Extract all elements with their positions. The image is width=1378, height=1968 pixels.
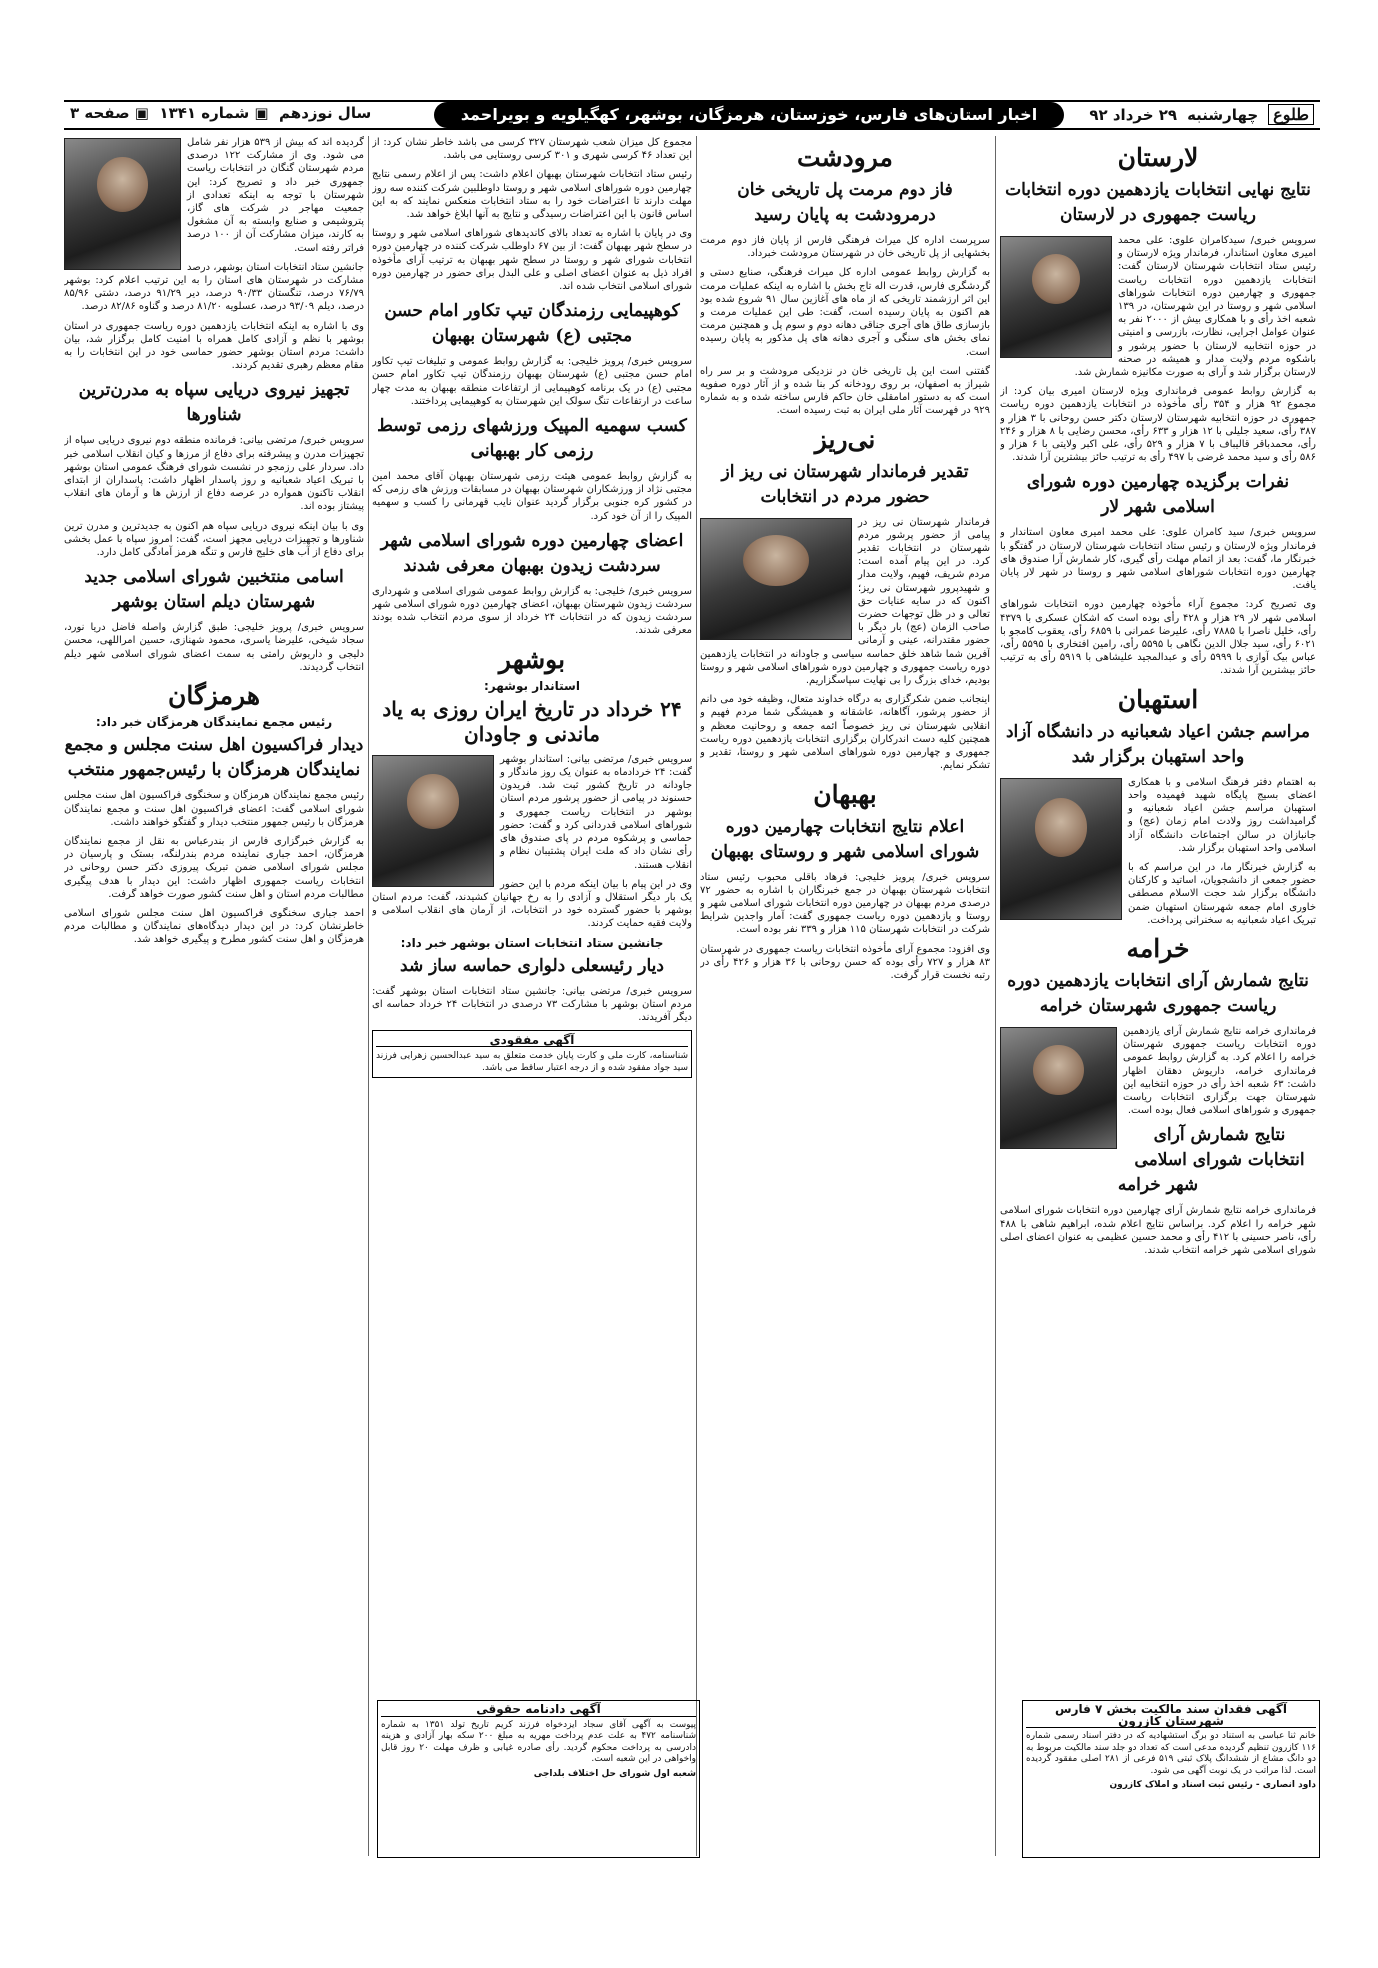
photo-kharameh-governor bbox=[1000, 1027, 1117, 1149]
photo-election-official bbox=[64, 138, 181, 270]
header-issue-info: سال نوزدهم ▣ شماره ۱۳۴۱ ▣ صفحه ۳ bbox=[70, 104, 372, 122]
ad-land-deed bbox=[1022, 1700, 1320, 1858]
section-title-larestan: لارستان bbox=[1117, 143, 1199, 172]
article-text: اینجانب ضمن شکرگزاری به درگاه خداوند متعال، وظیفه خود می دانم از حضور پرشور، آگاهانه، عاشقانه و همیشگی شما مردم فهیم و انقلابی شهرستان نی ریز خصوصاً ائمه جمعه و روحانیت معظم و همچنین کلیه دست اندرکاران برگزاری انتخابات یازدهمین دوره ریاست جمهوری و چهارمین دوره شوراهای اسلامی شهر و روستا، تقدیر و تشکر نمایم. bbox=[700, 694, 990, 772]
article-text: فرمانداری خرامه نتایج شمارش آرای یازدهمین دوره انتخابات ریاست جمهوری شهرستان خرامه را اعلام کرد. به گزارش روابط عمومی فرمانداری خرامه، داریوش دهقان اظهار داشت: ۶۳ شعبه اخذ رأی در حوزه انتخابیه این شهرستان جهت برگزاری انتخابات ریاست جمهوری و شوراهای اسلامی فعال بوده است. bbox=[1123, 1025, 1316, 1117]
header-year: سال نوزدهم bbox=[279, 104, 372, 122]
headline-behbahan-results: اعلام نتایج انتخابات چهارمین دوره شورای اسلامی شهر و روستای بهبهان bbox=[710, 816, 980, 862]
article-text: وی افزود: مجموع آرای مأخوذه انتخابات ریاست جمهوری در شهرستان ۸۳ هزار و ۷۲۷ رأی بوده که حسن روحانی با ۳۶ هزار و ۴۲۶ رأی در رتبه نخست قرار گرفت. bbox=[700, 943, 990, 981]
article-text: به گزارش خبرنگار ما، در این مراسم که با حضور جمعی از دانشجویان، اساتید و کارکنان دانشگاه برگزار شد حجت الاسلام مصطفی خاوری امام جمعه شهرستان استهبان ضمن تبریک اعیاد شعبانیه به سخنرانی پرداخت. bbox=[1128, 861, 1316, 926]
article-text: به گزارش روابط عمومی اداره کل میراث فرهنگی، صنایع دستی و گردشگری فارس، قدرت اله تاج بخش با اشاره به اینکه عملیات مرمت این اثر ارزشمند تاریخی که از ماه های آغازین سال ۹۱ شروع شده بود هم اکنون به پایان رسیده است، گفت: طی این عملیات مرمت و بازسازی طاق های آجری جناقی دهانه دوم و سوم پل و همچنین مرمت نمای بخش های سنگی و آجری دهانه های پل مذکور به پایان رسیده است. bbox=[700, 267, 990, 358]
article-text: رئیس ستاد انتخابات شهرستان بهبهان اعلام داشت: پس از اعلام رسمی نتایج چهارمین دوره شوراهای اسلامی شهر و روستا داوطلبین شرکت کننده سه روز مهلت دارند تا اعتراضات خود را به ستاد انتخابات منعکس نمایند که به این اساس قانون با این اعتراضات رسیدگی و نتایج به آنها ابلاغ خواهد شد. bbox=[372, 169, 692, 221]
article-text: گردیده اند که بیش از ۵۳۹ هزار نفر شامل می شود. وی از مشارکت ۱۲۲ درصدی مردم شهرستان گنگان در انتخابات ریاست جمهوری خبر داد و تصریح کرد: این شهرستان با توجه به اینکه تعدادی از جمعیت مهاجر در شرکت های گاز، پتروشیمی و صنایع وابسته به آن مشغول به کارند، میزان مشارکت آن از ۱۰۰ درصد فراتر رفته است. bbox=[187, 137, 364, 254]
ad-text: شناسنامه، کارت ملی و کارت پایان خدمت متعلق به سید عبدالحسین زهرایی فرزند سید جواد مفقود شده و از درجه اعتبار ساقط می باشد. bbox=[376, 1051, 688, 1074]
column-rule bbox=[995, 136, 996, 1856]
article-text: به اهتمام دفتر فرهنگ اسلامی و با همکاری اعضای بسیج پایگاه شهید فهمیده واحد استهبان مراسم جشن اعیاد شعبانیه و گرامیداشت روز ولادت امام زمان (عج) و جانبازان در سالن اجتماعات دانشگاه آزاد اسلامی واحد استهبان برگزار شد. bbox=[1128, 776, 1316, 854]
page-header bbox=[64, 100, 1320, 130]
ad-text: خانم ثنا عباسی به استناد دو برگ استشهادیه که در دفتر اسناد رسمی شماره ۱۱۶ کازرون تنظیم گردیده مدعی است که تعداد دو جلد سند مالکیت مربوط به دو دانگ مشاع از ششدانگ پلاک ثبتی ۵۱۹ فرعی از ۲۸۱ اصلی مفقود گردیده است. لذا مراتب در یک نوبت آگهی می شود. bbox=[1026, 1731, 1316, 1776]
header-dateline bbox=[1089, 104, 1314, 125]
column-rule bbox=[696, 136, 697, 1856]
photo-bushehr-governor bbox=[372, 755, 494, 887]
header-day: چهارشنبه bbox=[1187, 105, 1259, 124]
headline-sunni-faction-meeting: دیدار فراکسیون اهل سنت مجلس و مجمع نمایندگان هرمزگان با رئیس‌جمهور منتخب bbox=[64, 735, 364, 781]
headline-irgc-navy: تجهیز نیروی دریایی سپاه به مدرن‌ترین شناورها bbox=[78, 380, 350, 426]
article-text: وی با بیان اینکه نیروی دریایی سپاه هم اکنون به جدیدترین و مدرن ترین شناورها و تجهیزات دریایی مجهز است، گفت: امروز سپاه با عمل بخشی برای دفاع از آب های خلیج فارس و تنگه هرمز آمادگی کامل دارد. bbox=[64, 520, 364, 559]
article-text: رئیس مجمع نمایندگان هرمزگان و سخنگوی فراکسیون اهل سنت مجلس شورای اسلامی گفت: اعضای فراکسیون اهل سنت و مجمع نمایندگان هرمزگان با رئیس جمهور منتخب دیدار و گفتگو خواهند داشت. bbox=[64, 790, 364, 828]
section-title-neyriz: نی‌ریز bbox=[814, 424, 876, 454]
headline-kharameh-council: نتایج شمارش آرای انتخابات شورای اسلامی شهر خرامه bbox=[1117, 1125, 1305, 1196]
article-text: سرویس خبری/ مرتضی بیانی: فرمانده منطقه دوم نیروی دریایی سپاه از تجهیزات مدرن و پیشرفته برای دفاع از مرزها و کیان انقلاب اسلامی خبر داد. سردار علی رزمجو در نشست شورای فرهنگ عمومی استان بوشهر با تبریک اعیاد شعبانیه و روز پاسدار اظهار داشت: پاسداران از ابتدای انقلاب تاکنون همواره در عرصه دفاع از ارزش ها و آرمان های انقلاب پیشتاز بوده اند. bbox=[64, 435, 364, 513]
article-text: سرویس خبری/ سیدکامران علوی: علی محمد امیری معاون استاندار، فرماندار ویژه لارستان و رئیس ستاد انتخابات شهرستان لارستان گفت: انتخابات یازدهمین دوره انتخابات ریاست جمهوری و چهارمین دوره انتخابات شوراهای اسلامی شهر و روستا در این شهرستان، در ۱۳۹ شعبه اخذ رأی و با همکاری بیش از ۲۰۰۰ نفر به عنوان عوامل اجرایی، نظارت، بازرسی و امنیتی در حوزه انتخابیه لارستان با حضور پرشور و باشکوه مردم ولایت مدار و همیشه در صحنه لارستان برگزار شد و آرای به صورت مکانیزه شمارش شد. bbox=[1074, 235, 1316, 379]
section-title-hormozgan: هرمزگان bbox=[167, 681, 261, 711]
article-text: وی با اشاره به اینکه انتخابات یازدهمین دوره ریاست جمهوری در استان بوشهر با نظم و آزادی کامل همراه با امنیت کامل برگزار شد، بیان داشت: مردم استان بوشهر حضور حماسی خود در این انتخابات را به مقام معظم رهبری تقدیم کردند. bbox=[64, 320, 364, 372]
headline-bridge-restoration: فاز دوم مرمت پل تاریخی خان درمرودشت به پایان رسید bbox=[737, 180, 953, 225]
headline-neyriz-appreciation: تقدیر فرماندار شهرستان نی ریز از حضور مردم در انتخابات bbox=[721, 461, 969, 507]
article-text: احمد جباری سخنگوی فراکسیون اهل سنت مجلس شورای اسلامی خاطرنشان کرد: در این دیدار دیدگاه‌های نمایندگان و مطالبات مردم هرمزگان و اهل سنت کشور مطرح و پیگیری خواهد شد. bbox=[64, 907, 364, 946]
column-rule bbox=[368, 136, 369, 1856]
photo-governor bbox=[1000, 236, 1112, 358]
section-title-marvdasht: مرودشت bbox=[797, 143, 893, 172]
header-title: اخبار استان‌های فارس، خوزستان، هرمزگان، بوشهر، کهگیلویه و بویراحمد bbox=[434, 102, 1064, 128]
article-text: سرویس خبری/ پرویز خلیجی: طبق گزارش واصله فاضل دریا نورد، سجاد شیخی، علیرضا یاسری، محمود شهنازی، حسین امراللهی، محسن دلیجی و داریوش رامتی به سمت اعضای شورای اسلامی شهر دیلم انتخاب گردیدند. bbox=[64, 622, 364, 673]
article-text: سرپرست اداره کل میراث فرهنگی فارس از پایان فاز دوم مرمت بخشهایی از پل تاریخی خان در شهرستان مرودشت خبرداد. bbox=[700, 235, 990, 260]
kicker-election-deputy: جانشین ستاد انتخابات استان بوشهر خبر داد: bbox=[400, 935, 664, 950]
column-bushehr-hormozgan bbox=[64, 136, 364, 1846]
column-marvdasht bbox=[700, 136, 990, 1846]
column-larestan bbox=[1000, 136, 1316, 1846]
ad-text: پیوست به آگهی آقای سجاد ایزدخواه فرزند کریم تاریخ تولد ۱۳۵۱ به شماره شناسنامه ۴۷۲ به علت عدم پرداخت مهریه به مبلغ ۲۰۰ سکه بهار آزادی و هزینه دادرسی به پرداخت محکوم گردید. رأی صادره غیابی و ظرف مهلت ۲۰ روز قابل واخواهی در این شعبه است. bbox=[381, 1719, 696, 1764]
ad-title: آگهی مفقودی bbox=[376, 1034, 688, 1047]
article-text: فرمانداری خرامه نتایج شمارش آرای چهارمین دوره انتخابات شورای اسلامی شهر خرامه را اعلام کرد. براساس نتایج اعلام شده، ابراهیم شاهی با ۴۸۸ رأی، ناصر حسینی با ۴۱۲ رأی و محمد حسین عظیمی به عنوان اعضای اصلی شورای اسلامی شهر خرامه انتخاب شدند. bbox=[1000, 1205, 1316, 1256]
header-issue: شماره ۱۳۴۱ bbox=[159, 104, 250, 122]
headline-commando-hike: کوهپیمایی رزمندگان تیپ تکاور امام حسن مجتبی (ع) شهرستان بهبهان bbox=[384, 301, 680, 347]
section-title-estahban: استهبان bbox=[1117, 684, 1199, 714]
headline-sardasht-council: اعضای چهارمین دوره شورای اسلامی شهر سردشت زیدون بهبهان معرفی شدند bbox=[380, 530, 684, 576]
headline-lar-council: نفرات برگزیده چهارمین دوره شورای اسلامی شهر لار bbox=[1026, 472, 1290, 518]
lost-document-ad bbox=[372, 1030, 692, 1078]
article-text: وی در این پیام با بیان اینکه مردم با این حضور یک بار دیگر استقلال و آزادی را به رخ جهانیان کشیدند، گفت: مردم استان بوشهر با حضور گسترده خود در انتخابات، از آرمان های انقلاب اسلامی و ولایت فقیه حمایت کردند. bbox=[372, 878, 692, 930]
section-title-behbahan: بهبهان bbox=[813, 779, 877, 809]
header-page-number: صفحه ۳ bbox=[70, 104, 130, 122]
article-text: جانشین ستاد انتخابات استان بوشهر، درصد مشارکت در شهرستان های استان را به این ترتیب اعلام کرد: بوشهر ۷۶/۷۹ درصد، تنگستان ۹۰/۳۳ درصد، دیر ۹۱/۲۹ درصد، دشتی ۸۵/۹۶ درصد، دیلم ۹۳/۰۹ درصد، عسلویه ۸۱/۲۰ درصد و گناوه ۸۲/۸۶ درصد. bbox=[64, 261, 364, 313]
ad-title: آگهی فقدان سند مالکیت بخش ۷ فارس شهرستان کازرون bbox=[1026, 1704, 1316, 1728]
column-behbahan-bushehr bbox=[372, 136, 692, 1846]
headline-olympic-quota: کسب سهمیه المپیک ورزشهای رزمی توسط رزمی کار بهبهانی bbox=[377, 416, 687, 462]
headline-delvari-land: دیار رئیسعلی دلواری حماسه ساز شد bbox=[400, 955, 664, 976]
kicker-hormozgan-mps: رئیس مجمع نمایندگان هرمزگان خبر داد: bbox=[95, 715, 333, 730]
newspaper-logo: طلوع bbox=[1268, 104, 1314, 125]
article-text: سرویس خبری/ پرویز خلیجی: فرهاد باقلی محبوب رئیس ستاد انتخابات شهرستان بهبهان در جمع خبرنگاران با اشاره به حضور ۷۲ درصدی مردم بهبهان در چهارمین دوره انتخابات شورای اسلامی شهر و روستا و یازدهمین دوره ریاست جمهوری گفت: آمار واجدین شرایط شرکت در انتخابات شهرستان ۱۱۵ هزار و ۳۳۹ نفر بوده است. bbox=[700, 871, 990, 936]
article-text: سرویس خبری/ پرویز خلیجی: به گزارش روابط عمومی و تبلیغات تیپ تکاور امام حسن مجتبی (ع) شهرستان بهبهان رزمندگان تیپ تکاور امام حسن مجتبی (ع) در یک برنامه کوهپیمایی از ارتفاعات منطقه بهبهان به مدت چهار ساعت در ارتفاعات تنگ سولک این شهرستان به کوهپیمایی پرداختند. bbox=[372, 356, 692, 407]
article-text: سرویس خبری/ مرتضی بیانی: جانشین ستاد انتخابات استان بوشهر گفت: مردم استان بوشهر با مشارکت ۷۳ درصدی در انتخابات ۲۴ خرداد حماسه ای دیگر آفریدند. bbox=[372, 985, 692, 1024]
footer-ads bbox=[64, 1700, 1320, 1850]
ad-signature: شعبه اول شورای حل اختلاف بلداجی bbox=[533, 1768, 696, 1779]
article-text: به گزارش روابط عمومی هیئت رزمی شهرستان بهبهان آقای محمد امین مجتبی نژاد از ورزشکاران شهرستان بهبهان در مسابقات ورزش های رزمی که در کشور کره جنوبی برگزار گردید عنوان نایب قهرمانی را کسب و سهمیه المپیک را از آن خود کرد. bbox=[372, 471, 692, 522]
article-text: فرماندار شهرستان نی ریز در پیامی از حضور پرشور مردم شهرستان در انتخابات تقدیر کرد. در این پیام آمده است: مردم شریف، فهیم، ولایت مدار و شهیدپرور شهرستان نی ریز؛ اکنون که در سایه عنایات حق تعالی و در ظل توجهات حضرت صاحب الزمان (عج) بار دیگر با حضور مقتدرانه، عینی و آرمانی آفرین شما شاهد خلق حماسه سیاسی و جاودانه در انتخابات یازدهمین دوره ریاست جمهوری و چهارمین دوره شوراهای اسلامی شهر و روستا بودیم، خدای بزرگ را بی نهایت سپاسگزاریم. bbox=[700, 516, 990, 687]
article-text: به گزارش خبرگزاری فارس از بندرعباس به نقل از مجمع نمایندگان هرمزگان، احمد جباری نماینده مردم بندرلنگه، بستک و پارسیان در مجلس شورای اسلامی ضمن تبریک پیروزی دکتر حسن روحانی در انتخابات ریاست جمهوری اظهار داشت: این دیدار با هدف پیگیری مطالبات مردم استان و اهل سنت کشور صورت خواهد گرفت. bbox=[64, 835, 364, 900]
article-text: مجموع کل میزان شعب شهرستان ۳۲۷ کرسی می باشد خاطر نشان کرد: از این تعداد ۴۶ کرسی شهری و ۳۰۱ کرسی روستایی می باشد. bbox=[372, 137, 692, 162]
article-text: گفتنی است این پل تاریخی خان در نزدیکی مرودشت و بر سر راه شیراز به اصفهان، بر روی رودخانه کر بنا شده و از آثار دوره صفویه است که به دستور امامقلی خان حاکم فارس ساخته شده و به شماره ۹۲۹ در فهرست آثار ملی ایران به ثبت رسیده است. bbox=[700, 365, 990, 417]
headline-estahban-ceremony: مراسم جشن اعیاد شعبانیه در دانشگاه آزاد واحد استهبان برگزار شد bbox=[1005, 721, 1311, 767]
article-text: سرویس خبری/ سید کامران علوی: علی محمد امیری معاون استاندار و فرماندار ویژه لارستان و رئیس ستاد انتخابات شهرستان لارستان در گفتگو با خبرنگار ما، گفت: بعد از اتمام مهلت رأی گیری، کار شمارش آرا صندوق های چهارمین دوره انتخابات شوراهای اسلامی شهر و روستا در شهر لار پایان یافت. bbox=[1000, 527, 1316, 592]
article-text: به گزارش روابط عمومی فرمانداری ویژه لارستان امیری بیان کرد: از مجموع ۹۲ هزار و ۳۵۴ رأی مأخوذه در انتخابات یازدهمین دوره ریاست جمهوری در حوزه انتخابیه شهرستان لارستان دکتر حسن روحانی با ۳ هزار و ۳۸۷ رأی، سعید جلیلی با ۱۲ هزار و ۶۳۳ رأی، محسن رضایی با ۸ هزار و ۲۴۶ رأی، محمدباقر قالیباف با ۷ هزار و ۵۲۹ رأی، علی اکبر ولایتی با ۶ هزار و ۵۸۶ رأی و سید محمد غرضی با ۴۹۷ رأی به ترتیب حائز بیشترین آرا شدند. bbox=[1000, 386, 1316, 464]
headline-deylam-council: اسامی منتخبین شورای اسلامی جدید شهرستان دیلم استان بوشهر bbox=[84, 567, 344, 613]
header-date: ۲۹ خرداد ۹۲ bbox=[1089, 105, 1178, 124]
article-text: سرویس خبری/ خلیجی: به گزارش روابط عمومی شورای اسلامی و شهرداری سردشت زیدون شهرستان بهبهان، اعضای چهارمین دوره شورای اسلامی شهر سردشت زیدون که در انتخابات ۲۴ خرداد از سوی مردم انتخاب شده بودند معرفی شدند. bbox=[372, 585, 692, 637]
photo-neyriz-governor bbox=[700, 518, 852, 640]
section-title-kharameh: خرامه bbox=[1126, 933, 1190, 963]
headline-kharameh-results: نتایج شمارش آرای انتخابات یازدهمین دوره ریاست جمهوری شهرستان خرامه bbox=[1007, 970, 1309, 1016]
article-text: وی در پایان با اشاره به تعداد بالای کاندیدهای شوراهای اسلامی شهر و روستا در سطح شهر بهبهان گفت: از بین ۶۷ داوطلب شرکت کننده در چهارمین دوره انتخابات شورای شهر و روستا در سطح شهر بهبهان به ترتیب آرای مأخوذه افراد ذیل به عنوان اعضای اصلی و علی البدل برای حضور در چهارمین دوره شورای اسلامی انتخاب شده اند. bbox=[372, 228, 692, 293]
ad-signature: داود انصاری - رئیس ثبت اسناد و املاک کازرون bbox=[1109, 1780, 1316, 1790]
headline-larestan-election: نتایج نهایی انتخابات یازدهمین دوره انتخابات ریاست جمهوری در لارستان bbox=[1005, 180, 1311, 225]
article-text: وی تصریح کرد: مجموع آراء مأخوذه چهارمین دوره انتخابات شوراهای اسلامی شهر لار ۲۹ هزار و ۴۲۸ رأی بوده است که اشکان عسکری با ۴۳۷۹ رأی، خلیل ناصرا با ۷۸۸۵ رأی، علیرضا عمرانی با ۶۸۵۹ رأی، یعقوب کامجو با ۶۰۲۱ رأی، سید جلال الدین نگاهی با ۵۵۹۵ رأی، رامین افتخاری با ۵۵۹۵ رأی، عباس بیک آوازی با ۵۹۹۹ رأی و عبدالمجید علیشاهی با ۵۹۱۹ رأی به ترتیب حائز بیشترین آرا شدند. bbox=[1000, 599, 1316, 677]
section-title-bushehr: بوشهر bbox=[498, 644, 566, 674]
ad-title: آگهی دادنامه حقوقی bbox=[381, 1704, 696, 1717]
photo-cleric-speech bbox=[1000, 778, 1122, 920]
ad-court-ruling bbox=[377, 1700, 700, 1858]
kicker-bushehr-governor: استاندار بوشهر: bbox=[484, 678, 580, 693]
headline-khordad-24: ۲۴ خرداد در تاریخ ایران روزی به یاد ماندنی و جاودان bbox=[382, 696, 682, 746]
article-text: سرویس خبری/ مرتضی بیانی: استاندار بوشهر گفت: ۲۴ خردادماه به عنوان یک روز ماندگار و جاودانه در تاریخ کشور ثبت شد. فریدون حسنوند در پیامی از حضور پرشور مردم استان بوشهر در انتخابات ریاست جمهوری و شوراهای اسلامی قدردانی کرد و گفت: حضور حماسی و پرشکوه مردم در پای صندوق های رأی نشان داد که ملت ایران پشتیبان نظام و انقلاب هستند. bbox=[500, 753, 692, 871]
